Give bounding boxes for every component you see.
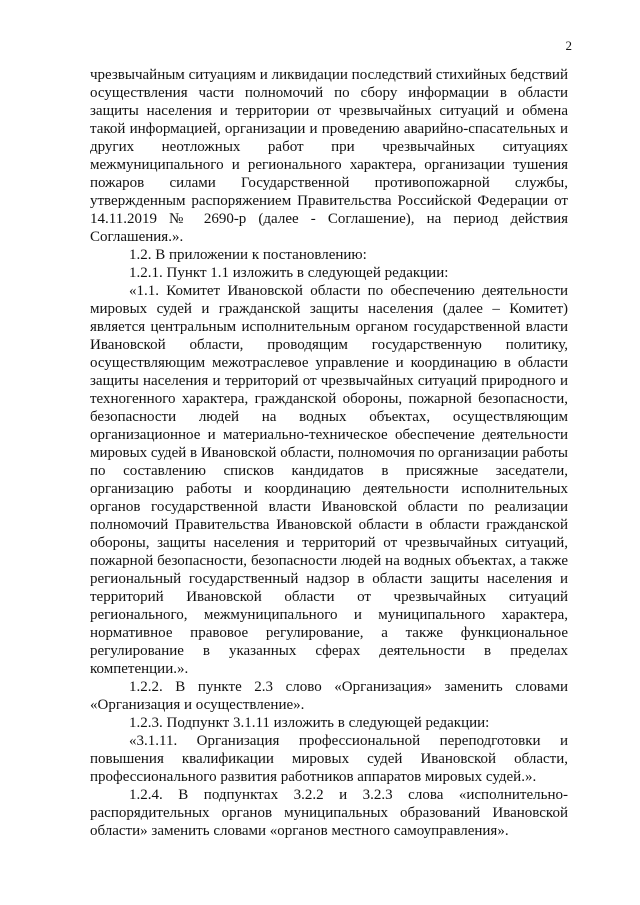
- document-body: [90, 66, 568, 840]
- paragraph-1-2-3: 1.2.3. Подпункт 3.1.11 изложить в следующей редакции:: [129, 715, 490, 731]
- paragraph-1-2: 1.2. В приложении к постановлению:: [129, 247, 367, 263]
- paragraph-continuation: чрезвычайным ситуациям и ликвидации последствий стихийных бедствий осуществления части полномочий по сбору информации в области защиты населения и территории от чрезвычайных ситуаций и обмена такой информацией, организации и проведению аварийно-спасательных и других неотложных работ при чрезвычайных ситуациях межмуниципального и регионального характера, организации тушения пожаров силами Государственной противопожарной службы, утвержденным распоряжением Правительства Российской Федерации от 14.11.2019 № 2690-р (далее - Соглашение), на период действия Соглашения.».: [90, 67, 568, 245]
- paragraph-quote-3-1-11: «3.1.11. Организация профессиональной переподготовки и повышения квалификации мировых судей Ивановской области, профессионального развития работников аппаратов мировых судей.».: [90, 733, 568, 785]
- page-number: 2: [565, 38, 572, 53]
- paragraph-1-2-1: 1.2.1. Пункт 1.1 изложить в следующей редакции:: [129, 265, 449, 281]
- paragraph-1-2-2: 1.2.2. В пункте 2.3 слово «Организация» заменить словами «Организация и осуществление».: [90, 679, 568, 713]
- paragraph-quote-1-1: «1.1. Комитет Ивановской области по обеспечению деятельности мировых судей и гражданской защиты населения (далее – Комитет) является центральным исполнительным органом государственной власти Ивановской области, проводящим государственную политику, осуществляющим межотраслевое управление и координацию в области защиты населения и территорий от чрезвычайных ситуаций природного и техногенного характера, гражданской обороны, пожарной безопасности, безопасности людей на водных объектах, осуществляющим организационное и материально-техническое обеспечение деятельности мировых судей в Ивановской области, полномочия по организации работы по составлению списков кандидатов в присяжные заседатели, организацию работы и координацию деятельности исполнительных органов государственной власти Ивановской области по реализации полномочий Правительства Ивановской области в области гражданской обороны, защиты населения и территорий от чрезвычайных ситуаций, пожарной безопасности, безопасности людей на водных объектах, а также региональный государственный надзор в области защиты населения и территорий Ивановской области от чрезвычайных ситуаций регионального, межмуниципального и муниципального характера, нормативное правовое регулирование, а также функциональное регулирование в указанных сферах деятельности в пределах компетенции.».: [90, 283, 569, 677]
- paragraph-1-2-4: 1.2.4. В подпунктах 3.2.2 и 3.2.3 слова «исполнительно-распорядительных органов муниципальных образований Ивановской области» заменить словами «органов местного самоуправления».: [90, 787, 568, 839]
